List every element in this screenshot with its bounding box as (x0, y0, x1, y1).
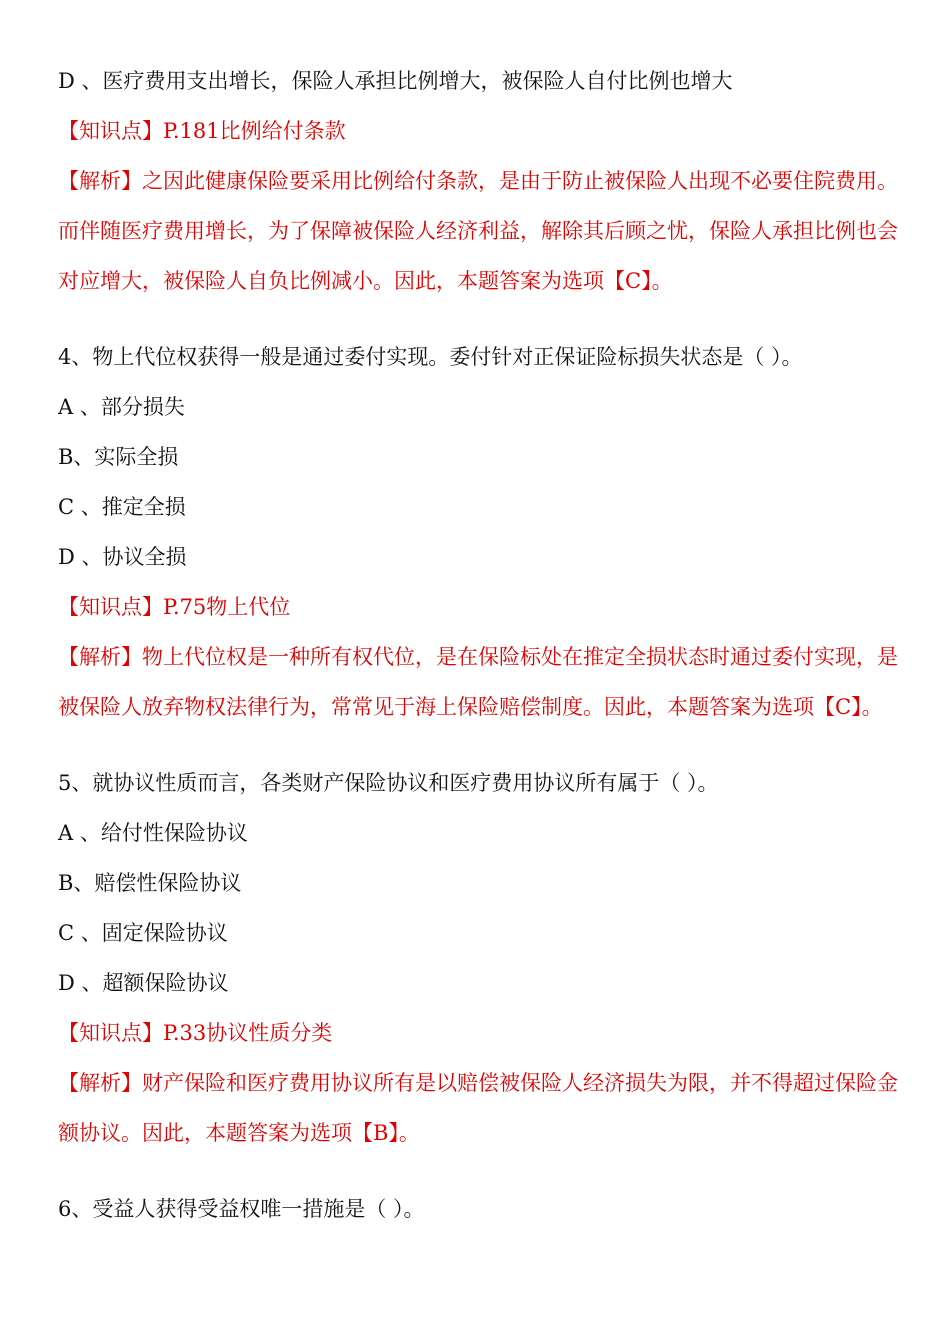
q4-option-a: A 、部分损失 (58, 395, 185, 419)
q3-analysis: 【解析】之因此健康保险要采用比例给付条款，是由于防止被保险人出现不必要住院费用。而伴随医疗费用增长，为了保障被保险人经济利益，解除其后顾之忧，保险人承担比例也会对应增大，被保险人自负比例减小。因此，本题答案为选项【C】。 (58, 169, 898, 293)
q4-question: 4、物上代位权获得一般是通过委付实现。委付针对正保证险标损失状态是（ ）。 (58, 345, 803, 369)
q4-option-d: D 、协议全损 (58, 545, 187, 569)
q5-option-a: A 、给付性保险协议 (58, 821, 248, 845)
q3-knowledge-point: 【知识点】P.181比例给付条款 (58, 119, 346, 143)
spacer (58, 1158, 898, 1184)
q4-option-b: B、实际全损 (58, 445, 179, 469)
spacer (58, 732, 898, 758)
q5-question: 5、就协议性质而言，各类财产保险协议和医疗费用协议所有属于（ ）。 (58, 771, 719, 795)
q4-option-c: C 、推定全损 (58, 495, 186, 519)
q6-question: 6、受益人获得受益权唯一措施是（ ）。 (58, 1197, 425, 1221)
q3-option-d: D 、医疗费用支出增长，保险人承担比例增大，被保险人自付比例也增大 (58, 69, 733, 93)
q5-analysis: 【解析】财产保险和医疗费用协议所有是以赔偿被保险人经济损失为限，并不得超过保险金额协议。因此，本题答案为选项【B】。 (58, 1071, 898, 1145)
spacer (58, 306, 898, 332)
q5-knowledge-point: 【知识点】P.33协议性质分类 (58, 1021, 333, 1045)
q4-analysis: 【解析】物上代位权是一种所有权代位，是在保险标处在推定全损状态时通过委付实现，是被保险人放弃物权法律行为，常常见于海上保险赔偿制度。因此，本题答案为选项【C】。 (58, 645, 898, 719)
q5-option-b: B、赔偿性保险协议 (58, 871, 242, 895)
q4-knowledge-point: 【知识点】P.75物上代位 (58, 595, 291, 619)
q5-option-c: C 、固定保险协议 (58, 921, 228, 945)
q5-option-d: D 、超额保险协议 (58, 971, 229, 995)
document-page (58, 56, 898, 1234)
